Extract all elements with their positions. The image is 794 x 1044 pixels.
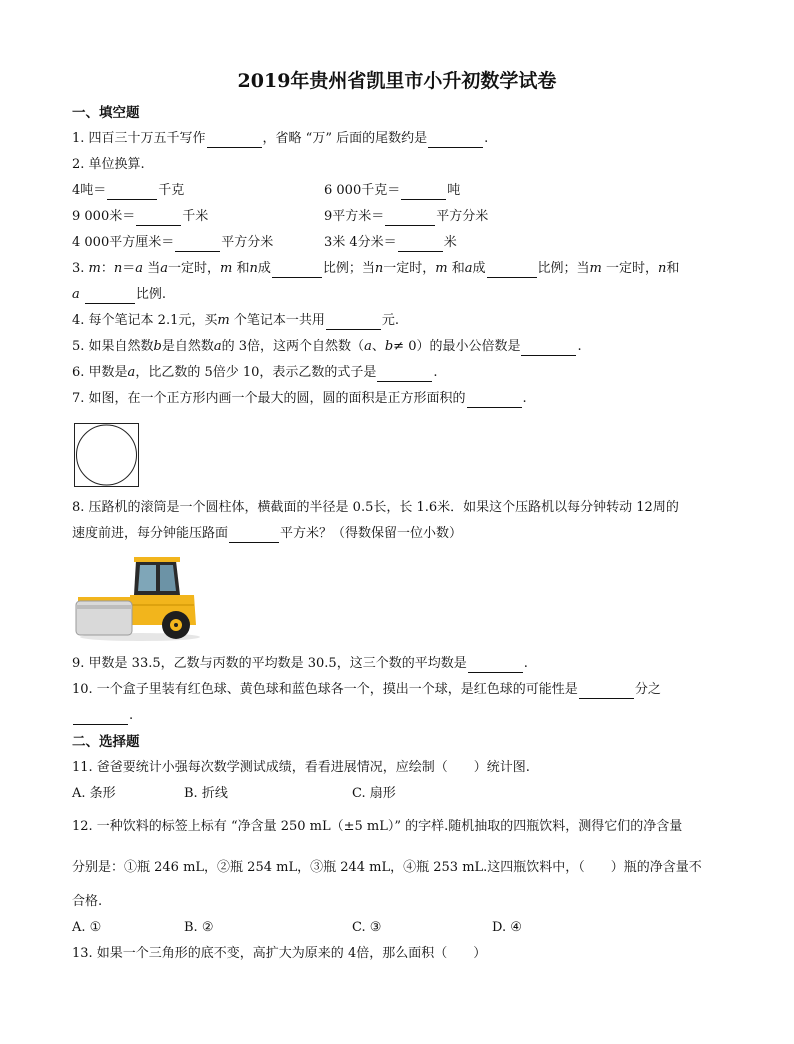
answer-blank[interactable] <box>326 315 381 330</box>
q3-text: 一定时， <box>606 261 659 276</box>
q3-text: 成 <box>472 261 486 276</box>
q2-item-text: 9平方米＝ <box>324 209 385 224</box>
q4-text: 4. 每个笔记本 2.1元，买 <box>72 313 218 328</box>
q11-option-c[interactable]: C. 扇形 <box>352 786 396 801</box>
q2-item-1 <box>72 182 184 200</box>
answer-blank[interactable] <box>398 237 443 252</box>
page-title: 2019年贵州省凯里市小升初数学试卷 <box>237 70 557 92</box>
answer-blank[interactable] <box>136 211 181 226</box>
answer-blank[interactable] <box>467 393 522 408</box>
var-m: m <box>589 261 602 276</box>
answer-blank[interactable] <box>85 289 135 304</box>
question-7 <box>72 390 527 408</box>
q2-item-6 <box>324 234 457 252</box>
question-9 <box>72 655 528 673</box>
q7-text: 7. 如图，在一个正方形内画一个最大的圆，圆的面积是正方形面积的 <box>72 391 466 406</box>
q5-text: 的 3倍，这两个自然数（ <box>221 339 365 354</box>
q6-text: . <box>433 365 438 380</box>
q5-text: . <box>577 339 582 354</box>
q3-text: 比例；当 <box>537 261 590 276</box>
question-6 <box>72 364 438 382</box>
q2-item-4 <box>324 208 488 226</box>
answer-blank[interactable] <box>468 658 523 673</box>
var-n: n <box>374 261 384 276</box>
q2-item-text: 4吨＝ <box>72 183 107 198</box>
answer-blank[interactable] <box>401 185 446 200</box>
q2-item-unit: 平方分米 <box>436 209 489 224</box>
q1-text-a: 1. 四百三十万五千写作 <box>72 131 206 146</box>
answer-blank[interactable] <box>107 185 157 200</box>
q3-text: 当 <box>147 261 161 276</box>
q2-item-text: 4 000平方厘米＝ <box>72 235 175 250</box>
q2-item-3 <box>72 208 208 226</box>
answer-blank[interactable] <box>207 133 262 148</box>
q2-item-5 <box>72 234 273 252</box>
var-m: m <box>217 313 230 328</box>
q8-text: 平方米？（得数保留一位小数） <box>280 526 463 541</box>
var-b: b <box>153 339 162 354</box>
q8-text: 速度前进，每分钟能压路面 <box>72 526 229 541</box>
q10-text: 分之 <box>634 682 661 697</box>
answer-blank[interactable] <box>385 211 435 226</box>
q3-eq: ＝ <box>122 261 136 276</box>
q4-text: 元. <box>381 313 399 328</box>
q11-option-a[interactable]: A. 条形 <box>72 786 116 801</box>
var-a: a <box>464 261 473 276</box>
q5-text: 是自然数 <box>161 339 214 354</box>
question-12-line-3: 合格. <box>72 894 103 909</box>
q12-option-c[interactable]: C. ③ <box>352 920 382 935</box>
question-8-line-1: 8. 压路机的滚筒是一个圆柱体，横截面的半径是 0.5长，长 1.6米．如果这个压路机以每分钟转动 12周的 <box>72 500 679 515</box>
q3-text: 和 <box>666 261 680 276</box>
section-choice-heading: 二、选择题 <box>72 734 140 750</box>
q1-text-b: ，省略 “万” 后面的尾数约是 <box>262 131 428 146</box>
var-m: m <box>88 261 101 276</box>
answer-blank[interactable] <box>487 263 537 278</box>
q3-text: 比例；当 <box>322 261 375 276</box>
q10-text: 10. 一个盒子里装有红色球、黄色球和蓝色球各一个，摸出一个球，是红色球的可能性是 <box>72 682 578 697</box>
q3-text: 一定时， <box>383 261 436 276</box>
q3-text: 比例. <box>135 287 167 302</box>
q2-item-text: 3米 4分米＝ <box>324 235 397 250</box>
q1-text-c: . <box>484 131 489 146</box>
question-4 <box>72 312 399 330</box>
answer-blank[interactable] <box>229 528 279 543</box>
q6-text: ，比乙数的 5倍少 10，表示乙数的式子是 <box>135 365 377 380</box>
question-3-line-1 <box>72 260 679 278</box>
q6-text: 6. 甲数是 <box>72 365 128 380</box>
q3-text: 一定时， <box>167 261 220 276</box>
question-2-heading: 2. 单位换算. <box>72 157 145 172</box>
var-a: a <box>72 287 80 302</box>
q9-text: . <box>523 656 528 671</box>
var-b: b <box>384 339 394 354</box>
question-5 <box>72 338 582 356</box>
q12-option-a[interactable]: A. ① <box>72 920 102 935</box>
question-3-line-2 <box>72 286 166 304</box>
q12-option-b[interactable]: B. ② <box>184 920 214 935</box>
var-a: a <box>127 365 136 380</box>
q7-text: . <box>522 391 527 406</box>
inscribed-circle-icon <box>75 424 138 486</box>
var-a: a <box>364 339 372 354</box>
answer-blank[interactable] <box>579 684 634 699</box>
question-1 <box>72 130 488 148</box>
q9-text: 9. 甲数是 33.5，乙数与丙数的平均数是 30.5，这三个数的平均数是 <box>72 656 467 671</box>
q2-item-unit: 千米 <box>182 209 209 224</box>
q2-item-text: 6 000千克＝ <box>324 183 401 198</box>
q12-option-d[interactable]: D. ④ <box>492 920 522 935</box>
q5-text: 5. 如果自然数 <box>72 339 154 354</box>
question-11: 11. 爸爸要统计小强每次数学测试成绩，看看进展情况，应绘制（ ）统计图. <box>72 760 530 775</box>
q2-item-unit: 米 <box>443 235 457 250</box>
var-n: n <box>249 261 258 276</box>
q2-item-2 <box>324 182 460 200</box>
q3-num: 3. <box>72 261 89 276</box>
var-a: a <box>213 339 222 354</box>
question-10-line-1 <box>72 681 661 699</box>
q5-text: 、 <box>371 339 385 354</box>
question-13: 13. 如果一个三角形的底不变，高扩大为原来的 4倍，那么面积（ ） <box>72 946 487 961</box>
answer-blank[interactable] <box>73 710 128 725</box>
var-a: a <box>160 261 168 276</box>
q2-item-text: 9 000米＝ <box>72 209 136 224</box>
q3-text: 和 <box>236 261 250 276</box>
answer-blank[interactable] <box>175 237 220 252</box>
q3-colon: ： <box>100 261 114 276</box>
section-fill-heading: 一、填空题 <box>72 105 140 121</box>
q3-text: 成 <box>257 261 271 276</box>
q3-text: 和 <box>451 261 465 276</box>
answer-blank[interactable] <box>377 367 432 382</box>
answer-blank[interactable] <box>428 133 483 148</box>
q5-text: ≠ 0）的最小公倍数是 <box>393 339 521 354</box>
var-m: m <box>219 261 233 276</box>
q2-item-unit: 平方分米 <box>221 235 274 250</box>
answer-blank[interactable] <box>521 341 576 356</box>
q4-text: 个笔记本一共用 <box>233 313 325 328</box>
q2-item-unit: 吨 <box>447 183 461 198</box>
road-roller-image <box>72 553 202 643</box>
question-12-line-2: 分别是：①瓶 246 mL，②瓶 254 mL，③瓶 244 mL，④瓶 253 mL.这四瓶饮料中，（ ）瓶的净含量不 <box>72 860 702 875</box>
q11-option-b[interactable]: B. 折线 <box>184 786 228 801</box>
var-n: n <box>113 261 123 276</box>
var-m: m <box>435 261 448 276</box>
square-with-circle-figure <box>74 423 139 487</box>
question-12-line-1: 12. 一种饮料的标签上标有 “净含量 250 mL（±5 mL）” 的字样.随机抽取的四瓶饮料，测得它们的净含量 <box>72 819 683 834</box>
var-a: a <box>135 261 144 276</box>
var-n: n <box>658 261 667 276</box>
answer-blank[interactable] <box>272 263 322 278</box>
q10-text: . <box>129 708 134 723</box>
question-8-line-2 <box>72 525 462 543</box>
question-10-line-2 <box>72 707 133 725</box>
q2-item-unit: 千克 <box>158 183 185 198</box>
